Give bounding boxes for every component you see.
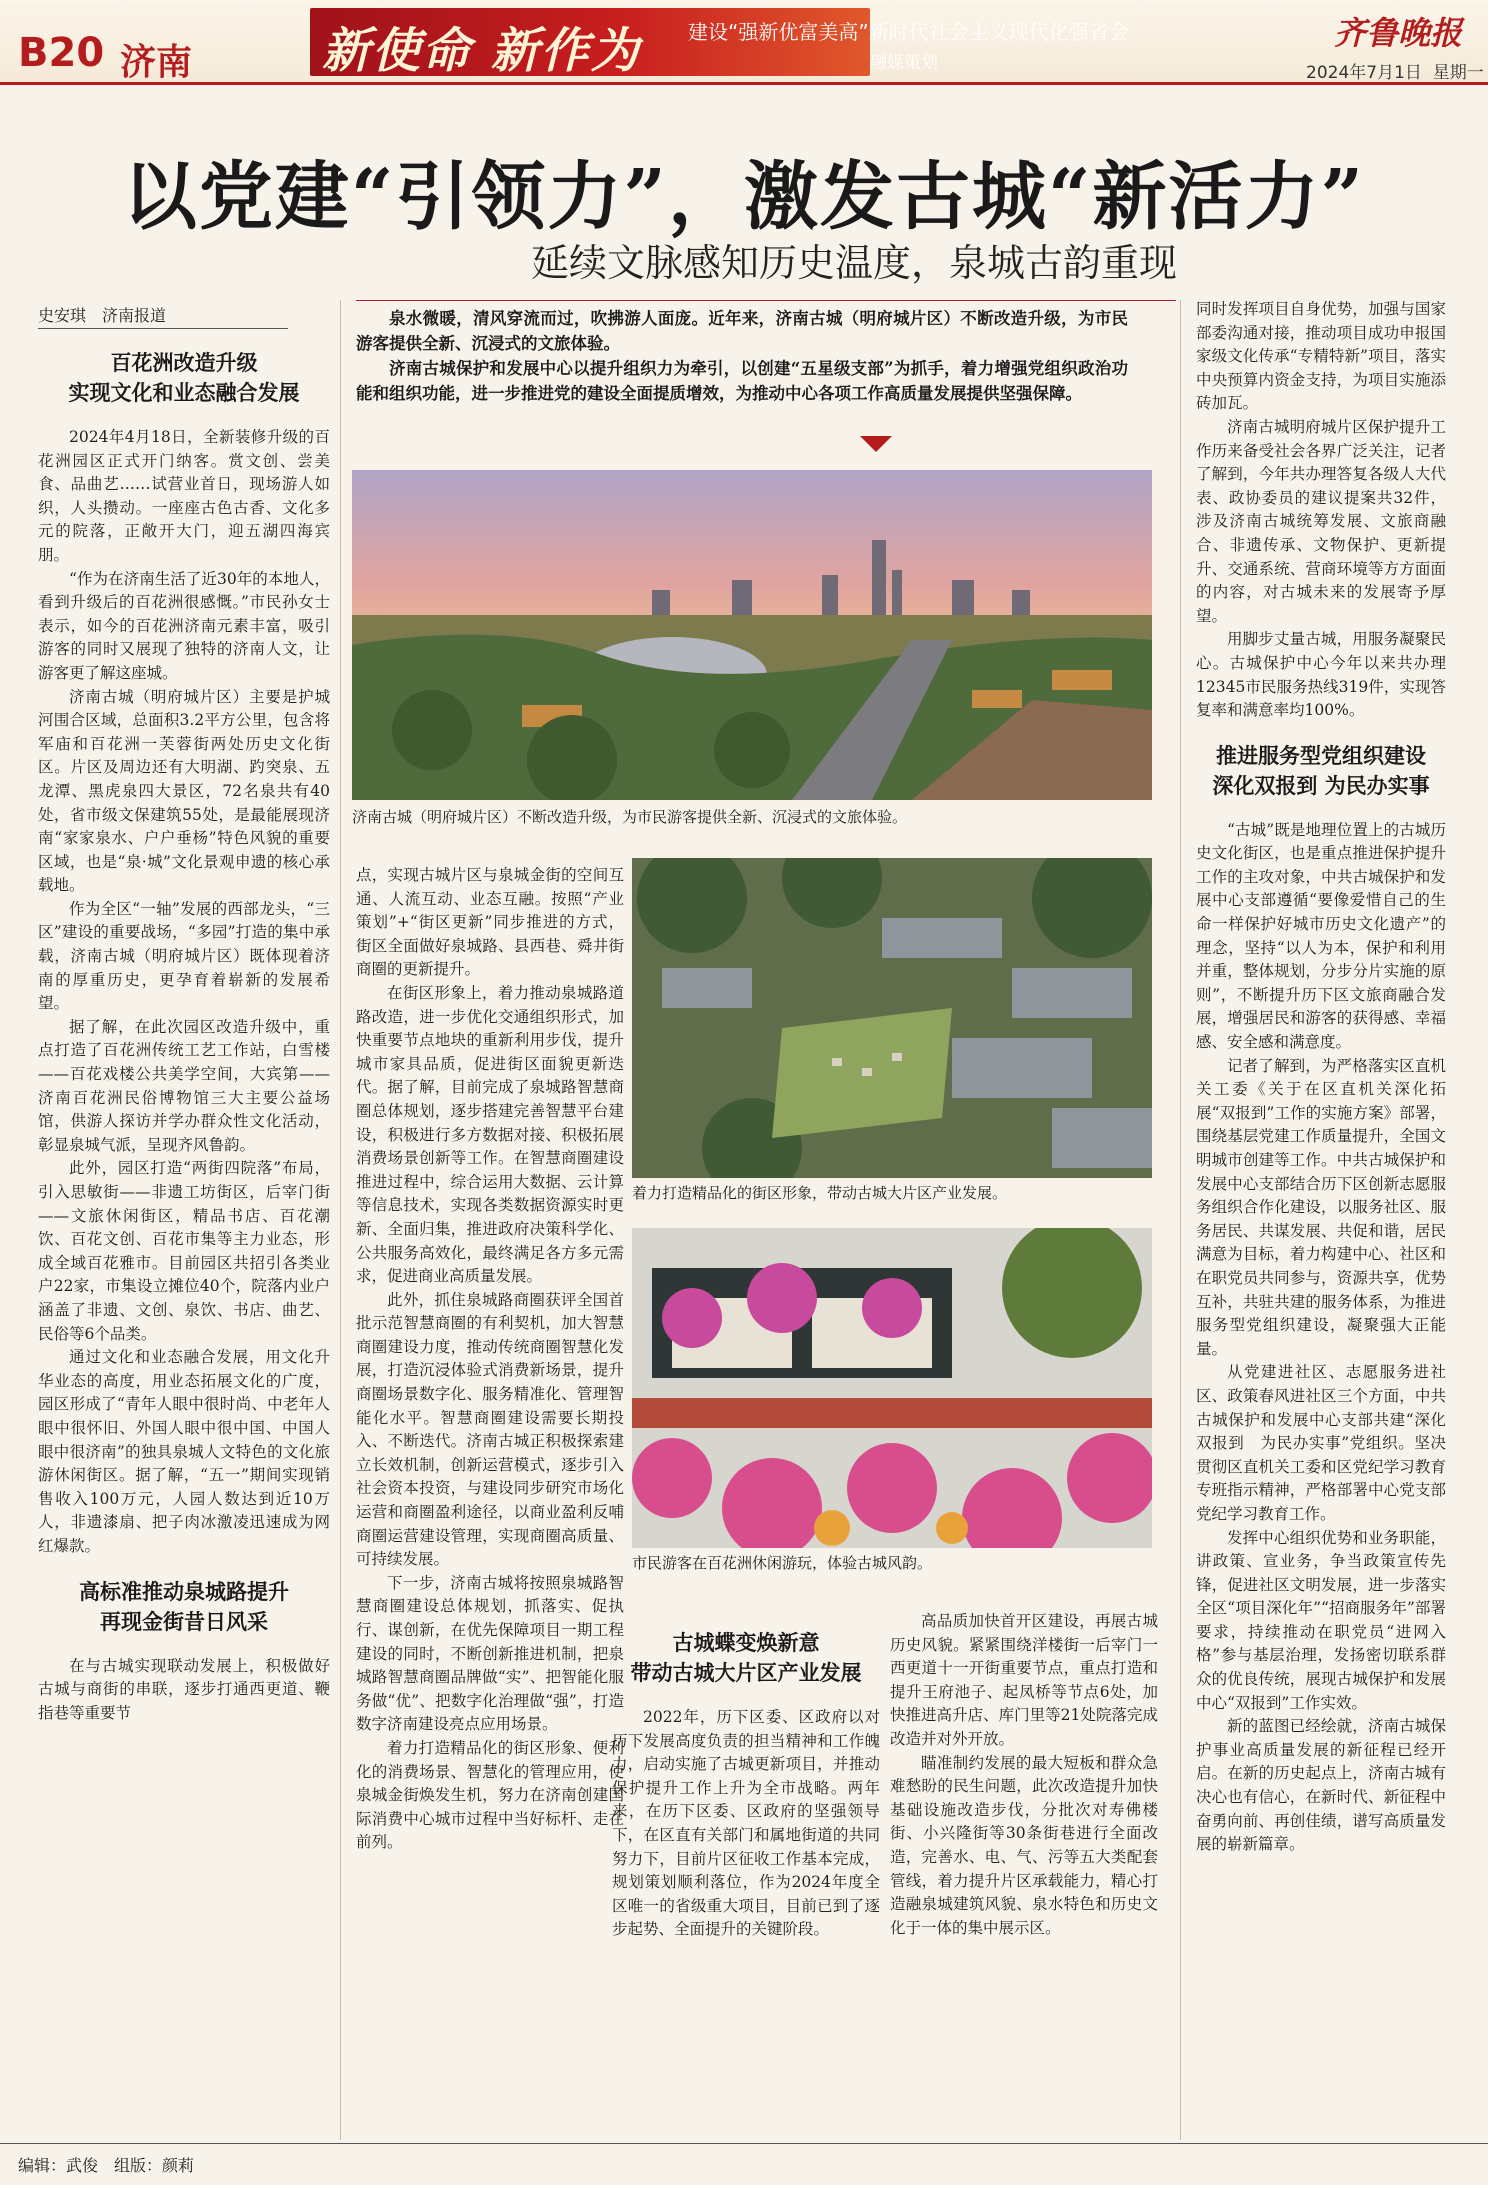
text-column-4 xyxy=(890,1610,1158,1940)
text-column-5 xyxy=(1196,298,1446,1857)
byline: 史安琪 济南报道 xyxy=(38,303,288,329)
paragraph: 记者了解到，为严格落实区直机关工委《关于在区直机关深化拓展“双报到”工作的实施方案》部署，围绕基层党建工作质量提升，全国文明城市创建等工作。中共古城保护和发展中心支部结合历下区创新志愿服务组织合作化建设，以服务社区、服务居民、共谋发展、共促和谐，居民满意为目标，着力构建中心、社区和在职党员共同参与，资源共享，优势互补，共驻共建的服务体系，为推进服务型党组织建设，凝聚强大正能量。 xyxy=(1196,1056,1446,1358)
footer-rule xyxy=(0,2143,1488,2144)
paragraph: 2022年，历下区委、区政府以对历下发展高度负责的担当精神和工作魄力，启动实施了古城更新项目，并推动保护提升工作上升为全市战略。两年来，在历下区委、区政府的坚强领导下，在区直有关部门和属地街道的共同努力下，目前片区征收工作基本完成，规划策划顺利落位，作为2024年度全区唯一的省级重大项目，目前已到了逐步起势、全面提升的关键阶段。 xyxy=(612,1708,880,1939)
newspaper-logo: 齐鲁晚报 xyxy=(1334,14,1463,52)
photo-illustration xyxy=(632,1228,1152,1548)
paragraph: 作为全区“一轴”发展的西部龙头，“三区”建设的重要战场，“多园”打造的集中承载，济南古城（明府城片区）既体现着济南的厚重历史，更孕育着崭新的发展希望。 xyxy=(38,899,330,1013)
section-heading: 百花洲改造升级 实现文化和业态融合发展 xyxy=(68,350,300,405)
paragraph: 在街区形象上，着力推动泉城路道路改造，进一步优化交通组织形式，加快重要节点地块的重新利用步伐，提升城市家具品质，促进街区面貌更新迭代。据了解，目前完成了泉城路智慧商圈总体规划，逐步搭建完善智慧平台建设，积极进行多方数据对接、积极拓展消费场景创新等工作。在智慧商圈建设推进过程中，综合运用大数据、云计算等信息技术，实现各类数据资源实时更新、全面归集，推进政府决策科学化、公共服务高效化，最终满足各方多元需求，促进商业高质量发展。 xyxy=(356,983,624,1286)
text-column-2 xyxy=(356,864,624,1855)
paragraph: 在与古城实现联动发展上，积极做好古城与商街的串联，逐步打通西更道、鞭指巷等重要节 xyxy=(38,1656,330,1722)
paragraph: 点，实现古城片区与泉城金街的空间互通、人流互动、业态互融。按照“产业策划”+“街区更新”同步推进的方式，街区全面做好泉城路、县西巷、舜井街商圈的更新提升。 xyxy=(356,866,624,979)
campaign-line: 建设“强新优富美高”新时代社会主义现代化强省会 xyxy=(688,20,1129,44)
paragraph: 新的蓝图已经绘就，济南古城保护事业高质量发展的新征程已经开启。在新的历史起点上，济南古城有决心也有信心，在新时代、新征程中奋勇向前、再创佳绩，谱写高质量发展的崭新篇章。 xyxy=(1196,1717,1446,1854)
paragraph: 此外，园区打造“两街四院落”布局，引入思敏街——非遗工坊街区，后宰门街——文旅休闲街区，精品书店、百花潮饮、百花文创、百花市集等主力业态，形成全域百花雅市。目前园区共招引各类业户22家，市集设立摊位40个，院落内业户涵盖了非遗、文创、泉饮、书店、曲艺、民俗等6个品类。 xyxy=(38,1159,330,1343)
photo-caption: 着力打造精品化的街区形象，带动古城大片区产业发展。 xyxy=(632,1184,1008,1202)
lead-paragraph: 泉水微暖，清风穿流而过，吹拂游人面庞。近年来，济南古城（明府城片区）不断改造升级，为市民游客提供全新、沉浸式的文旅体验。 xyxy=(356,309,1128,353)
section-heading: 古城蝶变焕新意 带动古城大片区产业发展 xyxy=(630,1630,862,1685)
paragraph: “作为在济南生活了近30年的本地人，看到升级后的百花洲很感慨。”市民孙女士表示，如今的百花洲济南元素丰富，吸引游客的同时又展现了独特的济南人文，让游客更了解这座城。 xyxy=(38,569,330,682)
issue-date: 2024年7月1日 xyxy=(1306,63,1422,83)
text-column-1 xyxy=(38,340,330,1725)
column-divider xyxy=(1180,300,1181,2140)
article-subtitle: 延续文脉感知历史温度，泉城古韵重现 xyxy=(530,241,1177,285)
paragraph: 据了解，在此次园区改造升级中，重点打造了百花洲传统工艺工作站，白雪楼——百花戏楼公共美学空间，大宾第——济南百花洲民俗博物馆三大主要公益场馆，供游人探访并学办群众性文化活动，彰显泉城气派，呈现齐风鲁韵。 xyxy=(38,1017,330,1154)
photo-caption: 市民游客在百花洲休闲游玩，体验古城风韵。 xyxy=(632,1554,933,1572)
date-line xyxy=(1306,58,1484,83)
paragraph: 瞄准制约发展的最大短板和群众急难愁盼的民生问题，此次改造提升加快基础设施改造步伐，分批次对寿佛楼街、小兴隆街等30条街巷进行全面改造，完善水、电、气、污等五大类配套管线，着力提升片区承载能力，精心打造融泉城建筑风貌、泉水特色和历史文化于一体的集中展示区。 xyxy=(890,1753,1158,1937)
flower-garden-tourists-photo xyxy=(632,1228,1152,1548)
section-heading: 高标准推动泉城路提升 再现金街昔日风采 xyxy=(79,1578,289,1634)
photo-illustration xyxy=(632,858,1152,1178)
paragraph: 下一步，济南古城将按照泉城路智慧商圈建设总体规划，抓落实、促执行、谋创新，在优先保障项目一期工程建设的同时，不断创新推进机制，把泉城路智慧商圈品牌做“实”、把智能化服务做“优”、把数字化治理做“强”，打造数字济南建设亮点应用场景。 xyxy=(356,1573,624,1734)
column-divider xyxy=(340,300,341,2140)
paragraph: 从党建进社区、志愿服务进社区、政策春风进社区三个方面，中共古城保护和发展中心支部共建“深化双报到 为民办实事”党组织。坚决贯彻区直机关工委和区党纪学习教育专班指示精神，严格部署中心党支部党纪学习教育工作。 xyxy=(1196,1363,1446,1523)
section-heading: 推进服务型党组织建设 深化双报到 为民办实事 xyxy=(1212,742,1430,798)
slogan-text: 新使命 新作为 xyxy=(322,23,641,79)
aerial-city-skyline-photo xyxy=(352,470,1152,800)
historic-courtyard-aerial-photo xyxy=(632,858,1152,1178)
paragraph: 发挥中心组织优势和业务职能，讲政策、宣业务，争当政策宣传先锋，促进社区文明发展，进一步落实全区“项目深化年”“招商服务年”部署要求，持续推动在职党员“进网入格”参与基层治理，发扬密切联系群众的优良传统，展现古城保护和发展中心“双报到”工作实效。 xyxy=(1196,1528,1446,1712)
paragraph: 同时发挥项目自身优势，加强与国家部委沟通对接，推动项目成功申报国家级文化传承“专精特新”项目，落实中央预算内资金支持，为项目实施添砖加瓦。 xyxy=(1196,300,1446,413)
lead-arrow-icon xyxy=(860,436,892,452)
paragraph: 济南古城（明府城片区）主要是护城河围合区域，总面积3.2平方公里，包含将军庙和百花洲一芙蓉街两处历史文化街区。片区及周边还有大明湖、趵突泉、五龙潭、黑虎泉四大景区，72名泉共有40处，省市级文保建筑55处，是最能展现济南“家家泉水、户户垂杨”特色风貌的重要区域，也是“泉·城”文化景观申遗的核心承载地。 xyxy=(38,687,330,895)
paragraph: 2024年4月18日，全新装修升级的百花洲园区正式开门纳客。赏文创、尝美食、品曲艺……试营业首日，现场游人如织，人头攒动。一座座古色古香、文化多元的院落，正敞开大门，迎五湖四海宾朋。 xyxy=(38,428,330,564)
paragraph: “古城”既是地理位置上的古城历史文化街区，也是重点推进保护提升工作的主攻对象，中共古城保护和发展中心支部遵循“要像爱惜自己的生命一样保护好城市历史文化遗产”的理念，坚持“以人为本，保护和利用并重，整体规划，分步分片实施的原则”，不断提升历下区文旅商融合发展，增强居民和游客的获得感、幸福感、安全感和满意度。 xyxy=(1196,820,1446,1052)
photo-caption: 济南古城（明府城片区）不断改造升级，为市民游客提供全新、沉浸式的文旅体验。 xyxy=(352,808,908,826)
campaign-sub: 融媒策划 xyxy=(870,53,938,73)
paragraph: 高品质加快首开区建设，再展古城历史风貌。紧紧围绕洋楼街一后宰门一西更道十一开街重要节点，重点打造和提升王府池子、起凤桥等节点6处，加快推进高升店、库门里等21处院落完成改造并对外开放。 xyxy=(890,1612,1158,1748)
photo-illustration xyxy=(352,470,1152,800)
lead-paragraph: 济南古城保护和发展中心以提升组织力为牵引，以创建“五星级支部”为抓手，着力增强党组织政治功能和组织功能，进一步推进党的建设全面提质增效，为推动中心各项工作高质量发展提供坚强保障。 xyxy=(356,359,1128,403)
article-title: 以党建“引领力”，激发古城“新活力” xyxy=(122,154,1366,240)
editor-credits: 编辑：武俊 组版：颜莉 xyxy=(18,2156,195,2175)
paragraph: 用脚步丈量古城，用服务凝聚民心。古城保护中心今年以来共办理12345市民服务热线319件，实现答复率和满意率均100%。 xyxy=(1196,630,1446,720)
paragraph: 着力打造精品化的街区形象、便利化的消费场景、智慧化的管理应用，使泉城金街焕发生机，努力在济南创建国际消费中心城市过程中当好标杆、走在前列。 xyxy=(356,1738,624,1852)
text-column-3 xyxy=(612,1628,880,1942)
paragraph: 此外，抓住泉城路商圈获评全国首批示范智慧商圈的有利契机，加大智慧商圈建设力度，推动传统商圈智慧化发展，打造沉浸体验式消费新场景，提升商圈场景数字化、服务精准化、管理智能化水平。智慧商圈建设需要长期投入、不断迭代。济南古城正积极探索建立长效机制，创新运营模式，逐步引入社会资本投资，与建设同步研究市场化运营和商圈盈利途径，以商业盈利反哺商圈运营建设管理，实现商圈高质量、可持续发展。 xyxy=(356,1290,624,1569)
paragraph: 济南古城明府城片区保护提升工作历来备受社会各界广泛关注，记者了解到，今年共办理答复各级人大代表、政协委员的建议提案共32件，涉及济南古城统筹发展、文旅商融合、非遗传承、文物保护、更新提升、交通系统、营商环境等方方面面的内容，对古城未来的发展寄予厚望。 xyxy=(1196,417,1446,625)
issue-weekday: 星期一 xyxy=(1432,63,1484,83)
page-section: 济南 xyxy=(120,41,193,83)
lead-text xyxy=(356,306,1128,406)
paragraph: 通过文化和业态融合发展，用文化升华业态的高度，用业态拓展文化的广度，园区形成了“青年人眼中很时尚、中老年人眼中很怀旧、外国人眼中很中国、中国人眼中很济南”的独具泉城人文特色的文化旅游休闲街区。据了解，“五一”期间实现销售收入100万元，人园人数达到近10万人，非遗漆扇、把子肉冰激凌迅速成为网红爆款。 xyxy=(38,1348,330,1555)
page-number: B20 xyxy=(18,30,105,76)
